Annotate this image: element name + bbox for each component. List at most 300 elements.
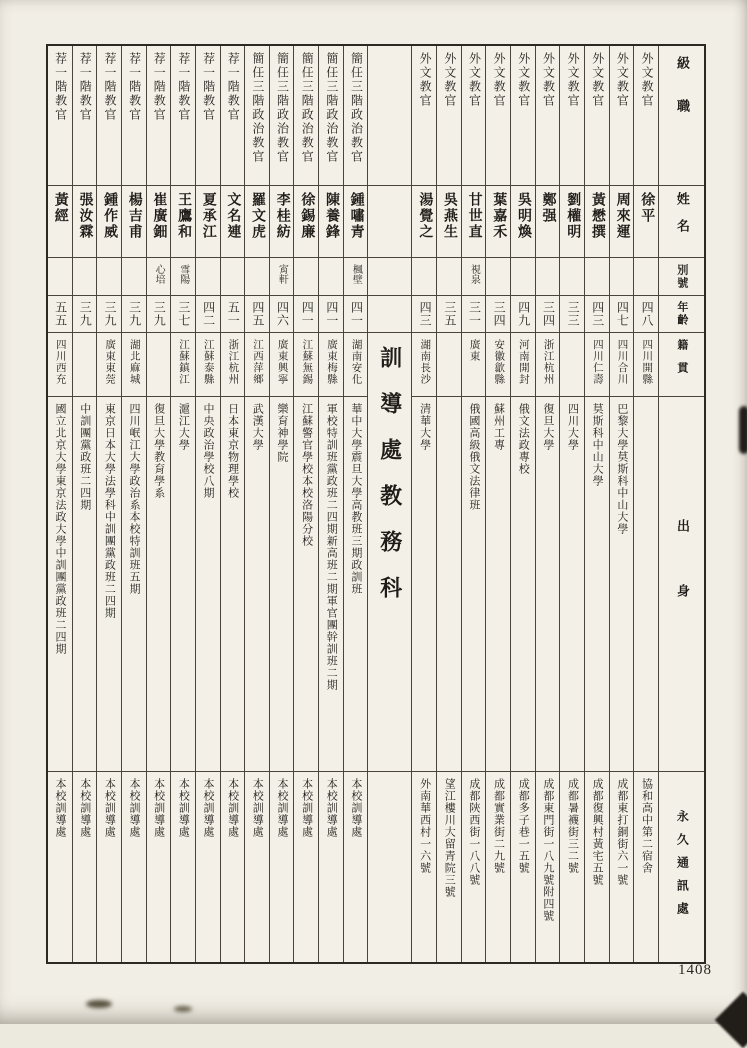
cell-name-text: 周來運	[614, 192, 630, 240]
cell-name-text: 陳養鋒	[324, 192, 339, 240]
cell-alias	[437, 258, 461, 296]
cell-name-text: 崔廣鈿	[151, 192, 167, 240]
cell-name	[560, 186, 584, 258]
cell-origin	[610, 397, 634, 772]
cell-origin-text: 蘇州工專	[492, 403, 505, 451]
person-column	[559, 46, 584, 962]
cell-native-place	[437, 333, 461, 397]
person-column	[48, 46, 72, 962]
cell-address-text: 望江樓川大留青院三號	[443, 778, 456, 898]
cell-alias	[48, 258, 72, 296]
cell-alias	[486, 258, 510, 296]
cell-rank-text: 外文教官	[442, 52, 457, 108]
cell-alias	[147, 258, 171, 296]
header-cell-native-place	[659, 333, 704, 397]
person-column	[485, 46, 510, 962]
cell-origin-text: 江蘇警官學校本校洛陽分校	[300, 403, 313, 547]
cell-native-place	[171, 333, 195, 397]
cell-name-text: 徐錫廉	[299, 192, 315, 240]
cell-alias	[270, 258, 294, 296]
cell-rank-text: 外文教官	[640, 52, 655, 108]
person-column	[584, 46, 609, 962]
header-native-place-label: 籍貫	[675, 339, 688, 385]
cell-origin	[270, 397, 294, 772]
cell-origin-text: 軍校特訓班黨政班二四期新高班二期軍官團幹訓班二期	[325, 403, 338, 691]
cell-address-text: 成都多子巷一五號	[517, 778, 530, 874]
cell-native-place-text: 廣東東莞	[104, 339, 116, 385]
cell-alias	[585, 258, 609, 296]
cell-origin	[294, 397, 318, 772]
cell-rank-text: 外文教官	[566, 52, 581, 108]
cell-alias-text: 雪陽	[177, 264, 189, 284]
cell-origin-text: 四川大學	[566, 403, 579, 451]
cell-name	[462, 186, 486, 258]
cell-rank-text: 簡任三階政治教官	[275, 52, 290, 164]
header-column	[658, 46, 704, 962]
cell-rank-text: 外文教官	[516, 52, 531, 108]
cell-age-text: 五一	[226, 301, 241, 327]
cell-native-place-text: 廣東興寧	[276, 339, 288, 385]
cell-rank	[245, 46, 269, 186]
cell-age-text: 三七	[176, 301, 191, 327]
cell-rank	[294, 46, 318, 186]
person-column	[293, 46, 318, 962]
cell-native-place	[73, 333, 97, 397]
cell-origin-text: 四川岷江大學政治系本校特訓班五期	[128, 403, 141, 595]
cell-rank	[221, 46, 245, 186]
cell-alias	[560, 258, 584, 296]
cell-origin	[245, 397, 269, 772]
cell-rank	[48, 46, 72, 186]
person-column	[269, 46, 294, 962]
cell-age-text: 四九	[516, 301, 531, 327]
cell-origin-text: 樂育神學院	[275, 403, 288, 463]
cell-address-text: 本校訓導處	[152, 778, 165, 838]
cell-native-place	[97, 333, 121, 397]
header-rank-label: 級職	[674, 56, 690, 142]
cell-rank	[319, 46, 343, 186]
cell-native-place	[270, 333, 294, 397]
cell-rank	[73, 46, 97, 186]
cell-rank-text: 外文教官	[492, 52, 507, 108]
cell-rank-text: 荐一階教官	[127, 52, 142, 122]
cell-rank	[610, 46, 634, 186]
header-cell-rank	[659, 46, 704, 186]
person-column	[411, 46, 436, 962]
scan-artifact-corner	[715, 992, 747, 1048]
person-column	[72, 46, 97, 962]
cell-age	[634, 296, 658, 333]
cell-age	[97, 296, 121, 333]
cell-age-text: 四一	[349, 301, 364, 327]
cell-age-text: 三一	[467, 301, 482, 327]
cell-origin-text: 俄文法政專校	[517, 403, 530, 475]
cell-address	[462, 772, 486, 962]
cell-name-text: 黃懋撰	[589, 192, 605, 240]
cell-name-text: 夏承江	[200, 192, 216, 240]
cell-age	[412, 296, 436, 333]
cell-origin	[536, 397, 560, 772]
cell-address-text: 本校訓導處	[177, 778, 190, 838]
cell-origin-text: 華中大學震旦大學高教班三期政訓班	[349, 403, 362, 595]
cell-native-place	[462, 333, 486, 397]
cell-age-text: 三九	[152, 301, 167, 327]
cell-alias	[221, 258, 245, 296]
person-column	[436, 46, 461, 962]
cell-native-place	[319, 333, 343, 397]
person-column	[244, 46, 269, 962]
divider-cell-alias	[368, 258, 411, 296]
cell-native-place-text: 四川仁壽	[591, 339, 603, 385]
cell-name-text: 吳明煥	[515, 192, 531, 240]
cell-rank-text: 荐一階教官	[226, 52, 241, 122]
cell-origin	[437, 397, 461, 772]
cell-rank-text: 外文教官	[467, 52, 482, 108]
cell-alias	[412, 258, 436, 296]
cell-rank	[122, 46, 146, 186]
cell-age	[270, 296, 294, 333]
cell-native-place	[48, 333, 72, 397]
cell-name	[437, 186, 461, 258]
cell-name-text: 文名連	[225, 192, 241, 240]
cell-alias	[122, 258, 146, 296]
cell-alias	[319, 258, 343, 296]
cell-rank-text: 荐一階教官	[53, 52, 68, 122]
cell-origin	[147, 397, 171, 772]
cell-native-place	[486, 333, 510, 397]
cell-age	[294, 296, 318, 333]
cell-origin-text: 武漢大學	[251, 403, 264, 451]
person-column	[121, 46, 146, 962]
cell-address-text: 本校訓導處	[349, 778, 362, 838]
cell-address	[196, 772, 220, 962]
cell-address	[147, 772, 171, 962]
cell-native-place	[294, 333, 318, 397]
cell-age	[245, 296, 269, 333]
cell-age-text: 四二	[201, 301, 216, 327]
cell-native-place	[221, 333, 245, 397]
cell-age	[48, 296, 72, 333]
cell-age	[344, 296, 368, 333]
cell-name	[610, 186, 634, 258]
cell-address	[270, 772, 294, 962]
cell-age-text: 三四	[492, 301, 507, 327]
cell-rank-text: 荐一階教官	[201, 52, 216, 122]
cell-name-text: 李桂紡	[274, 192, 290, 240]
cell-origin-text: 清華大學	[418, 403, 431, 451]
cell-native-place	[634, 333, 658, 397]
cell-address	[610, 772, 634, 962]
cell-name	[486, 186, 510, 258]
cell-origin	[221, 397, 245, 772]
cell-rank-text: 外文教官	[541, 52, 556, 108]
cell-rank	[344, 46, 368, 186]
cell-origin	[585, 397, 609, 772]
cell-native-place-text: 四川西充	[54, 339, 66, 385]
cell-rank-text: 外文教官	[590, 52, 605, 108]
cell-name-text: 黃經	[52, 192, 68, 224]
cell-alias	[511, 258, 535, 296]
cell-native-place	[560, 333, 584, 397]
scan-artifact-right-edge	[739, 406, 747, 454]
cell-origin	[171, 397, 195, 772]
cell-address	[437, 772, 461, 962]
cell-age	[73, 296, 97, 333]
header-name-label: 姓名	[674, 192, 690, 246]
cell-age	[221, 296, 245, 333]
cell-age-text: 四八	[640, 301, 655, 327]
cell-origin-text: 中央政治學校八期	[201, 403, 214, 499]
cell-alias	[634, 258, 658, 296]
cell-age-text: 三三	[566, 301, 581, 327]
divider-label-text: 訓導處教務科	[377, 346, 403, 622]
cell-address	[412, 772, 436, 962]
cell-address	[122, 772, 146, 962]
header-alias-label: 別號	[675, 264, 688, 290]
cell-origin	[319, 397, 343, 772]
cell-address-text: 外南華西村一六號	[418, 778, 431, 874]
cell-name	[412, 186, 436, 258]
cell-rank	[270, 46, 294, 186]
header-cell-address	[659, 772, 704, 962]
cell-address	[245, 772, 269, 962]
cell-rank-text: 荐一階教官	[78, 52, 93, 122]
cell-rank	[196, 46, 220, 186]
cell-address	[171, 772, 195, 962]
cell-address-text: 成都陝西街一八八號	[467, 778, 480, 886]
cell-native-place-text: 江蘇鎮江	[178, 339, 190, 385]
cell-name	[122, 186, 146, 258]
cell-address-text: 本校訓導處	[226, 778, 239, 838]
cell-address-text: 成都東打銅街六一號	[615, 778, 628, 886]
roster-table	[46, 44, 706, 964]
cell-age	[511, 296, 535, 333]
cell-rank-text: 簡任三階政治教官	[324, 52, 339, 164]
cell-name	[48, 186, 72, 258]
cell-address-text: 本校訓導處	[201, 778, 214, 838]
cell-name-text: 楊吉甫	[126, 192, 142, 240]
cell-native-place-text: 江蘇泰縣	[202, 339, 214, 385]
cell-origin	[48, 397, 72, 772]
cell-rank	[147, 46, 171, 186]
cell-address	[48, 772, 72, 962]
cell-rank	[486, 46, 510, 186]
cell-alias	[610, 258, 634, 296]
cell-name-text: 葉嘉禾	[491, 192, 507, 240]
cell-native-place	[245, 333, 269, 397]
cell-age-text: 三九	[78, 301, 93, 327]
cell-age-text: 三九	[127, 301, 142, 327]
divider-cell-rank	[368, 46, 411, 186]
cell-native-place	[344, 333, 368, 397]
cell-alias	[536, 258, 560, 296]
cell-age-text: 五五	[53, 301, 68, 327]
cell-native-place-text: 廣東梅縣	[325, 339, 337, 385]
cell-native-place-text: 廣東	[468, 339, 480, 362]
cell-rank	[560, 46, 584, 186]
cell-age-text: 四七	[615, 301, 630, 327]
cell-origin-text: 國立北京大學東京法政大學中訓團黨政班二四期	[54, 403, 67, 655]
cell-name-text: 鍾嘯青	[348, 192, 364, 240]
cell-origin-text: 復旦大學教育學系	[152, 403, 165, 499]
cell-age	[147, 296, 171, 333]
cell-origin	[344, 397, 368, 772]
cell-name	[294, 186, 318, 258]
cell-rank	[511, 46, 535, 186]
cell-name	[536, 186, 560, 258]
cell-rank-text: 簡任三階政治教官	[300, 52, 315, 164]
header-cell-age	[659, 296, 704, 333]
person-column	[195, 46, 220, 962]
cell-native-place	[196, 333, 220, 397]
cell-native-place	[536, 333, 560, 397]
cell-name	[511, 186, 535, 258]
cell-name	[73, 186, 97, 258]
person-column	[535, 46, 560, 962]
cell-native-place	[511, 333, 535, 397]
cell-rank-text: 外文教官	[418, 52, 433, 108]
cell-age-text: 三四	[541, 301, 556, 327]
cell-name	[585, 186, 609, 258]
cell-name-text: 王鷹和	[176, 192, 192, 240]
cell-name	[97, 186, 121, 258]
cell-native-place-text: 四川開縣	[641, 339, 653, 385]
header-cell-alias	[659, 258, 704, 296]
cell-address-text: 本校訓導處	[103, 778, 116, 838]
cell-native-place-text: 安徽歙縣	[493, 339, 505, 385]
cell-address	[294, 772, 318, 962]
cell-address-text: 協和高中第二宿舍	[640, 778, 653, 874]
cell-native-place-text: 湖南安化	[350, 339, 362, 385]
cell-age-text: 三九	[102, 301, 117, 327]
cell-address-text: 本校訓導處	[275, 778, 288, 838]
cell-origin-text: 日本東京物理學校	[226, 403, 239, 499]
cell-origin	[560, 397, 584, 772]
cell-alias	[344, 258, 368, 296]
cell-name	[634, 186, 658, 258]
person-column	[609, 46, 634, 962]
cell-alias-text: 視泉	[468, 264, 480, 284]
cell-address	[73, 772, 97, 962]
cell-origin	[634, 397, 658, 772]
cell-rank-text: 簡任三階政治教官	[349, 52, 364, 164]
cell-name	[270, 186, 294, 258]
cell-origin-text: 巴黎大學莫斯科中山大學	[615, 403, 628, 535]
cell-origin	[486, 397, 510, 772]
cell-name	[319, 186, 343, 258]
cell-address	[536, 772, 560, 962]
cell-origin	[412, 397, 436, 772]
cell-rank	[634, 46, 658, 186]
cell-age-text: 四三	[418, 301, 433, 327]
cell-origin-text: 滬江大學	[177, 403, 190, 451]
cell-address	[319, 772, 343, 962]
cell-age-text: 四一	[324, 301, 339, 327]
cell-rank-text: 荐一階教官	[102, 52, 117, 122]
cell-origin	[73, 397, 97, 772]
cell-address-text: 成都東門街一八九號附四號	[541, 778, 554, 922]
cell-rank	[585, 46, 609, 186]
cell-name-text: 甘世直	[466, 192, 482, 240]
header-address-label: 永久通訊處	[675, 809, 690, 925]
cell-address-text: 本校訓導處	[54, 778, 67, 838]
cell-age	[196, 296, 220, 333]
cell-rank-text: 簡任三階政治教官	[250, 52, 265, 164]
page-number: 1408	[678, 962, 712, 978]
cell-age	[171, 296, 195, 333]
cell-native-place-text: 江蘇無錫	[301, 339, 313, 385]
scan-artifact-bottom-left-1	[86, 1000, 112, 1008]
cell-age	[610, 296, 634, 333]
cell-address	[634, 772, 658, 962]
cell-address	[511, 772, 535, 962]
cell-native-place-text: 江西萍鄉	[252, 339, 264, 385]
cell-native-place	[610, 333, 634, 397]
divider-cell-age	[368, 296, 411, 333]
cell-origin-text: 復旦大學	[541, 403, 554, 451]
cell-address	[486, 772, 510, 962]
cell-name-text: 鄭强	[540, 192, 556, 224]
divider-cell-name	[368, 186, 411, 258]
cell-address-text: 本校訓導處	[325, 778, 338, 838]
cell-address-text: 成都實業街二九號	[492, 778, 505, 874]
cell-age	[462, 296, 486, 333]
cell-age	[122, 296, 146, 333]
divider-label	[368, 333, 411, 772]
cell-address-text: 成都暑襪街三二號	[566, 778, 579, 874]
cell-name	[196, 186, 220, 258]
cell-native-place	[585, 333, 609, 397]
cell-name-text: 吳燕生	[441, 192, 457, 240]
cell-name-text: 羅文虎	[250, 192, 266, 240]
person-column	[343, 46, 368, 962]
cell-native-place-text: 湖南長沙	[419, 339, 431, 385]
cell-native-place-text: 湖北麻城	[128, 339, 140, 385]
cell-age-text: 四五	[250, 301, 265, 327]
cell-name-text: 張汝霖	[77, 192, 93, 240]
header-age-label: 年齡	[675, 301, 688, 327]
cell-alias	[97, 258, 121, 296]
cell-native-place-text: 河南開封	[517, 339, 529, 385]
person-column	[146, 46, 171, 962]
cell-alias	[73, 258, 97, 296]
cell-native-place-text: 四川合川	[616, 339, 628, 385]
cell-address-text: 本校訓導處	[128, 778, 141, 838]
cell-rank	[171, 46, 195, 186]
cell-address-text: 成都復興村黃宅五號	[591, 778, 604, 886]
cell-rank-text: 外文教官	[615, 52, 630, 108]
cell-name-text: 鍾作威	[102, 192, 118, 240]
cell-origin-text: 莫斯科中山大學	[591, 403, 604, 487]
cell-origin	[511, 397, 535, 772]
cell-rank	[437, 46, 461, 186]
cell-address	[97, 772, 121, 962]
cell-origin	[462, 397, 486, 772]
person-column	[318, 46, 343, 962]
cell-rank-text: 荐一階教官	[152, 52, 167, 122]
cell-native-place-text: 浙江杭州	[542, 339, 554, 385]
cell-alias-text: 宵軒	[276, 264, 288, 284]
cell-alias-text: 心培	[153, 264, 165, 284]
cell-address-text: 本校訓導處	[78, 778, 91, 838]
cell-alias	[171, 258, 195, 296]
cell-rank-text: 荐一階教官	[176, 52, 191, 122]
cell-alias	[294, 258, 318, 296]
cell-origin	[122, 397, 146, 772]
cell-age	[486, 296, 510, 333]
cell-origin-text: 俄國高級俄文法律班	[467, 403, 480, 511]
cell-alias-text: 楓壁	[350, 264, 362, 284]
